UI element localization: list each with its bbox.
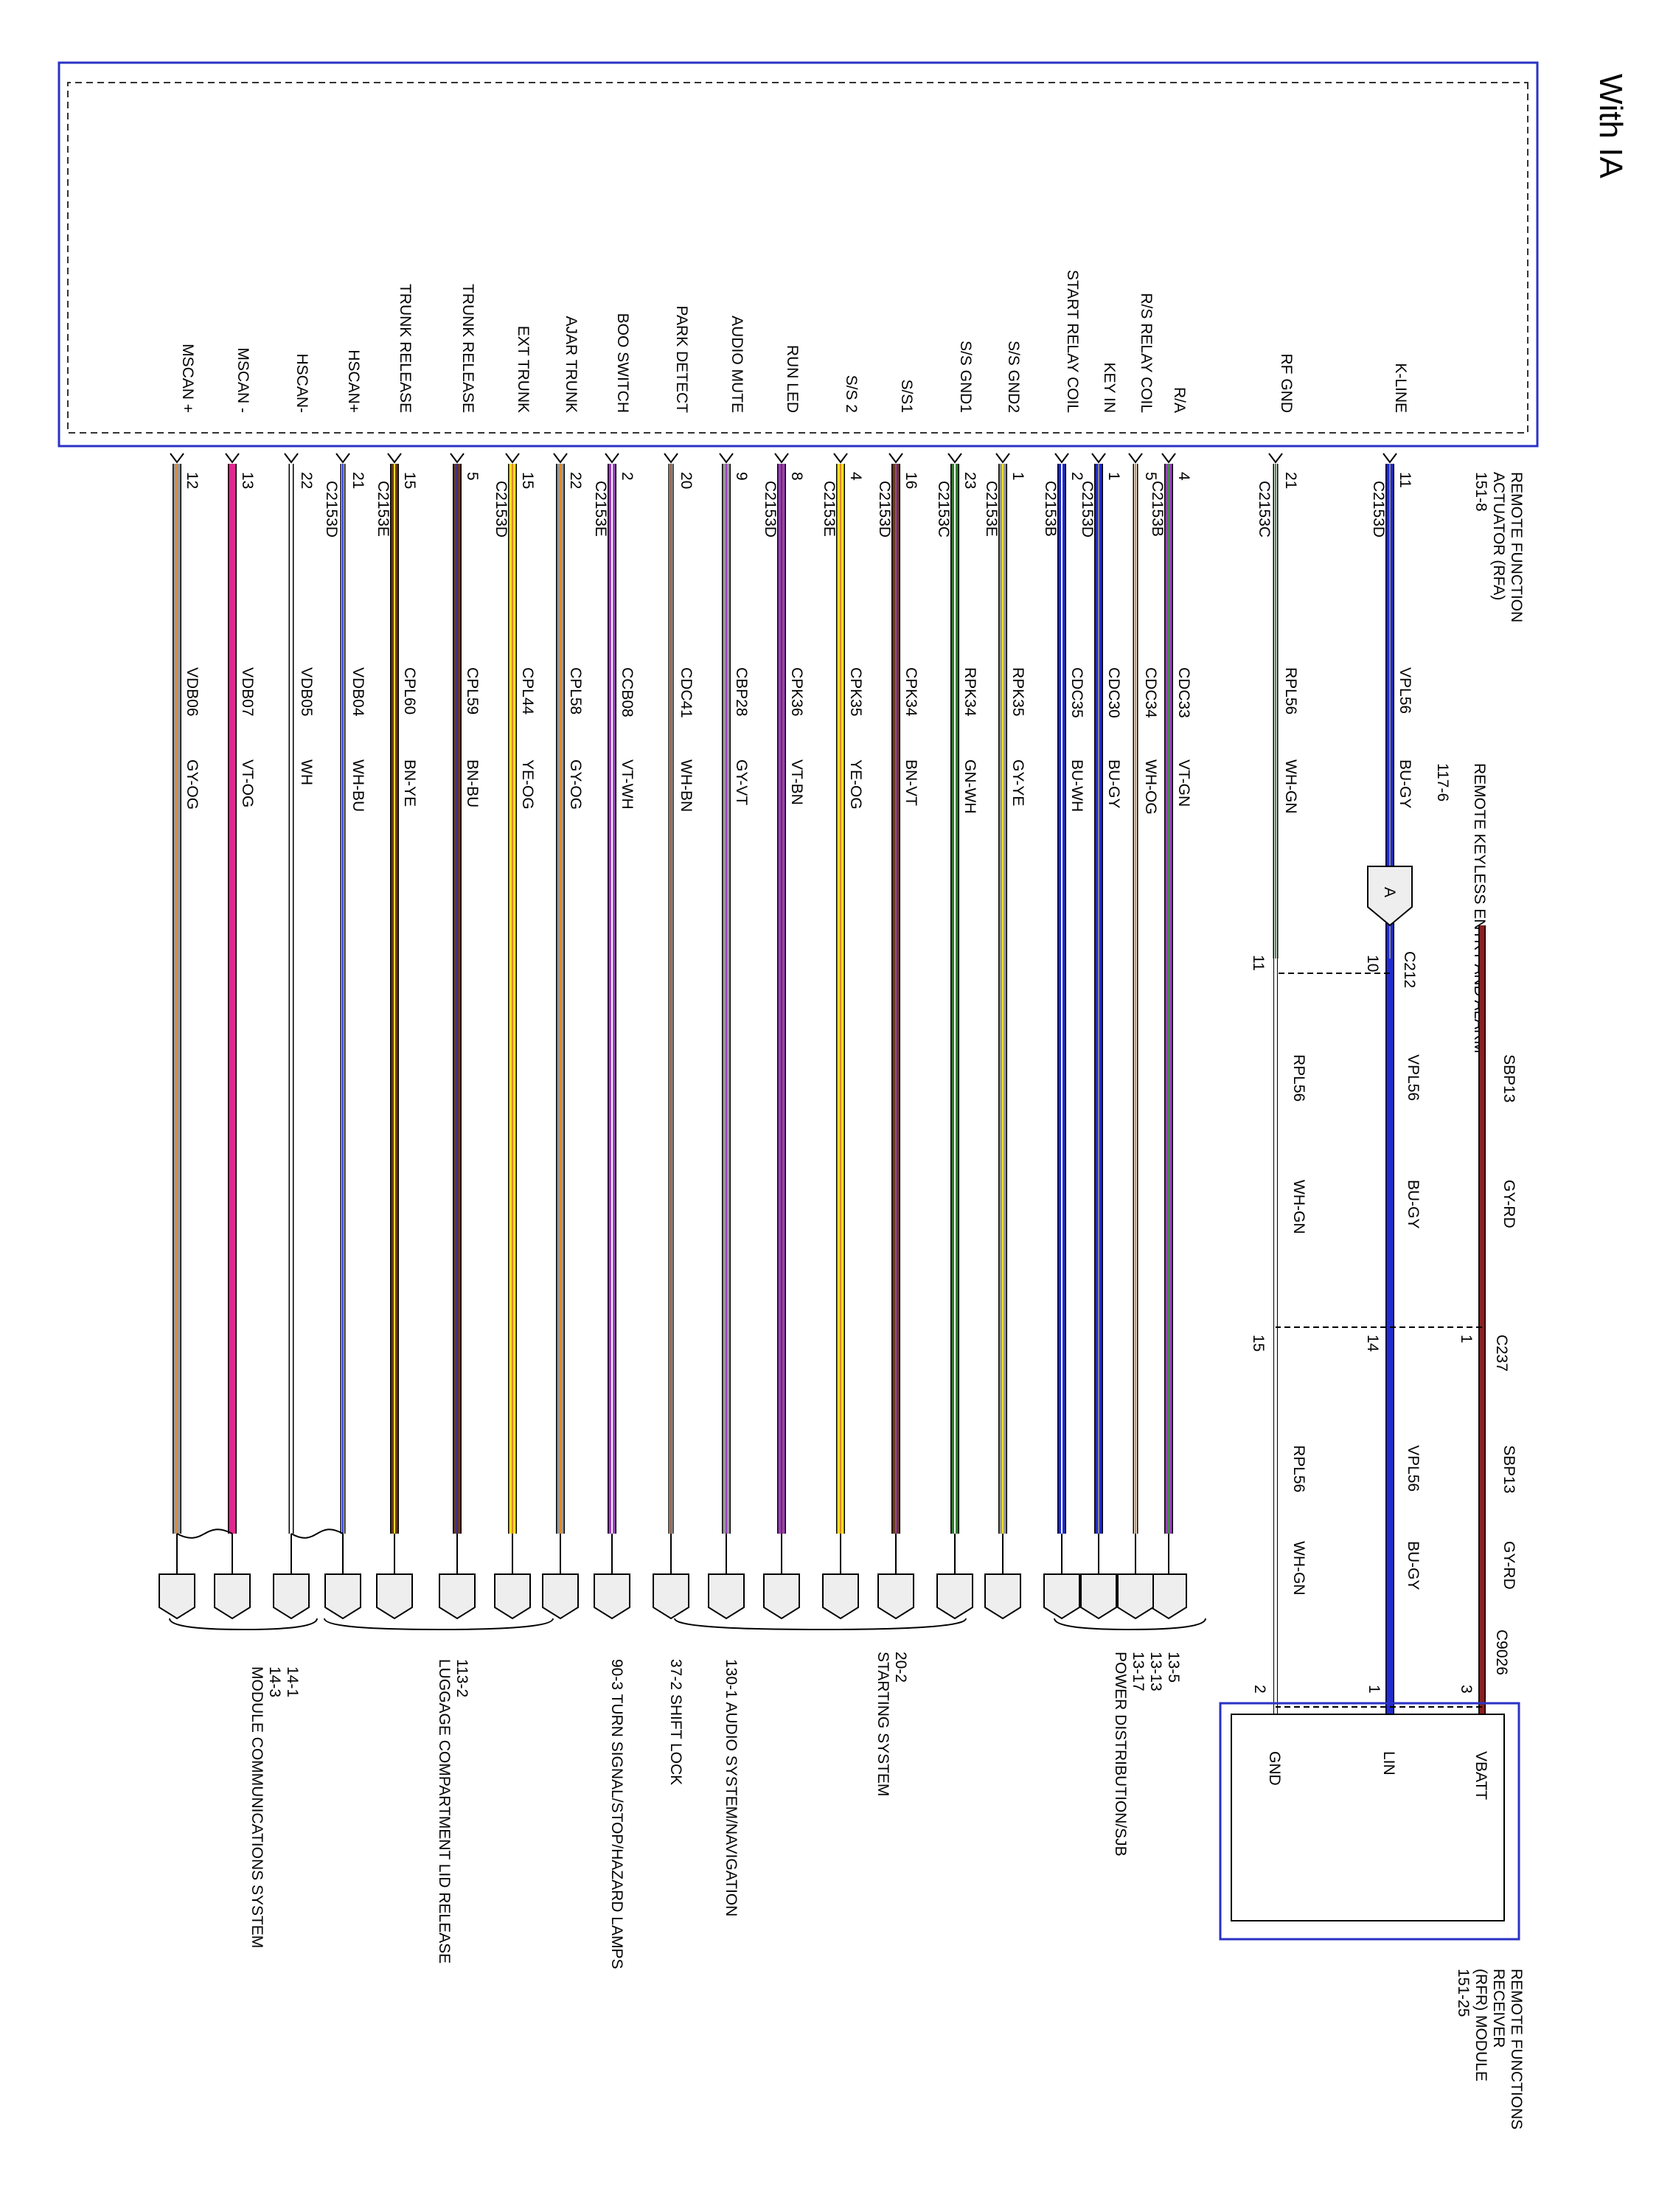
destination-label: 37-2 SHIFT LOCK <box>667 1659 684 1786</box>
connector-arrow <box>1055 453 1068 462</box>
wire-color-code: YE-OG <box>847 759 864 810</box>
connector-arrow <box>720 453 733 462</box>
wire-color-code: VT-OG <box>239 759 256 808</box>
wire <box>375 453 418 1618</box>
wire <box>159 453 201 1618</box>
wire <box>762 453 805 1618</box>
sbp-circuit-2: SBP13 <box>1500 1445 1517 1494</box>
wire-connector: C2153E <box>821 481 838 537</box>
terminal-plug <box>709 1574 744 1618</box>
vpl-circuit: VPL56 <box>1405 1054 1422 1102</box>
wire-pin-number: 21 <box>349 472 366 490</box>
connector-arrow <box>605 453 619 462</box>
rfa-pin-label: TRUNK RELEASE <box>459 283 476 413</box>
terminal-plug <box>1151 1574 1186 1618</box>
terminal-plug <box>159 1574 195 1618</box>
wire-connector: C2153E <box>592 481 609 537</box>
destination-brace <box>675 1618 966 1630</box>
wire <box>1256 453 1299 959</box>
wire-color-code: GY-OG <box>184 759 201 810</box>
connector-arrow <box>506 453 519 462</box>
rfa-pin-label: KEY IN <box>1101 362 1118 413</box>
wire-circuit: CPL59 <box>464 667 481 715</box>
wire-pin-number: 4 <box>1175 472 1192 481</box>
wire-pin-number: 9 <box>733 472 750 481</box>
rfa-pin-label: HSCAN- <box>293 353 310 413</box>
rfa-pin-label: RUN LED <box>784 344 801 413</box>
c237-pin: 14 <box>1364 1335 1381 1352</box>
wire <box>215 453 256 1618</box>
vpl-color-code-2: BU-GY <box>1405 1541 1422 1590</box>
rke-ref: 117-6 <box>1434 763 1451 802</box>
wire-circuit: CPL44 <box>519 667 536 715</box>
rfr-connector-pin: 1 <box>1366 1685 1382 1694</box>
rfa-pin-label: S/S GND1 <box>957 340 974 413</box>
rfa-module-name: REMOTE FUNCTIONACTUATOR (RFA)151-8 <box>1472 472 1525 623</box>
twisted-pair-marker <box>291 1529 343 1538</box>
rfr-pin-label: LIN <box>1380 1751 1397 1775</box>
wire <box>1118 453 1159 1618</box>
wire <box>493 453 536 1618</box>
rfa-pin-label: MSCAN - <box>234 347 251 413</box>
destination-list <box>170 1618 1206 1969</box>
wire-circuit: RPK34 <box>961 667 978 717</box>
wire-connector: C2153D <box>762 481 779 538</box>
wire-circuit: CCB08 <box>619 667 636 717</box>
connector-arrow <box>664 453 678 462</box>
wire <box>592 453 636 1618</box>
connector-arrow <box>996 453 1009 462</box>
destination-label: 13-513-1313-17POWER DISTRIBUTION/SJB <box>1112 1652 1182 1857</box>
rfr-pin-label: GND <box>1266 1751 1283 1786</box>
connector-arrow <box>775 453 788 462</box>
rfr-pin-label: VBATT <box>1472 1751 1489 1801</box>
wire-circuit: CDC34 <box>1142 667 1159 718</box>
wire-color-code: BN-VT <box>902 759 919 806</box>
wire-connector: C2153E <box>983 481 1000 537</box>
terminal-plug <box>325 1574 361 1618</box>
wire-circuit: CPL58 <box>567 667 584 715</box>
terminal-plug <box>377 1574 412 1618</box>
rfa-pin-label: S/S GND2 <box>1005 340 1022 413</box>
wire-connector: C2153D <box>493 481 509 538</box>
rfa-pin-label: EXT TRUNK <box>515 325 532 413</box>
vpl-circuit-2: VPL56 <box>1405 1445 1422 1492</box>
rfr-connector-pin: 2 <box>1251 1685 1268 1694</box>
rfa-pin-label: MSCAN + <box>179 344 196 413</box>
connector-arrow <box>170 453 184 462</box>
wire-color-code: VT-GN <box>1175 759 1192 807</box>
wire-circuit: VDB06 <box>184 667 201 717</box>
c212-pin: 11 <box>1250 955 1267 971</box>
wire <box>1079 453 1122 1618</box>
wire-connector: C2153B <box>1149 481 1166 537</box>
wire-connector: C2153E <box>375 481 392 537</box>
rfa-pin-label: TRUNK RELEASE <box>397 283 414 413</box>
wire-color-code: GY-OG <box>567 759 584 810</box>
wire-color-code: WH-BU <box>349 759 366 813</box>
terminal-plug <box>937 1574 973 1618</box>
wire-pin-number: 11 <box>1397 472 1413 488</box>
connector-arrow <box>554 453 567 462</box>
wire-circuit: VDB07 <box>239 667 256 717</box>
connector-arrow <box>451 453 464 462</box>
wire-circuit: CDC35 <box>1068 667 1085 718</box>
wire-pin-number: 1 <box>1009 472 1026 481</box>
wire-pin-number: 21 <box>1282 472 1299 490</box>
rke-section <box>1250 763 1517 1714</box>
terminal-plug <box>985 1574 1020 1618</box>
wire-pin-number: 5 <box>1142 472 1159 481</box>
wire-color-code: GY-VT <box>733 759 750 806</box>
wire-pin-number: 2 <box>619 472 636 481</box>
connector-arrow <box>834 453 847 462</box>
wire-connector: C2153B <box>1042 481 1059 537</box>
wire-pin-number: 4 <box>847 472 864 481</box>
wire-pin-number: 5 <box>464 472 481 481</box>
wire-pin-number: 20 <box>678 472 695 490</box>
connector-arrow <box>948 453 961 462</box>
wire-circuit: CPK35 <box>847 667 864 717</box>
wire-circuit: VPL56 <box>1397 667 1413 714</box>
wire-circuit: VDB05 <box>298 667 315 717</box>
wire-pin-number: 22 <box>567 472 584 490</box>
wire-connector: C2153D <box>323 481 340 538</box>
wire-color-code: WH-BN <box>678 759 695 813</box>
c237-pin: 1 <box>1458 1335 1475 1343</box>
wire <box>1042 453 1085 1618</box>
rke-label: REMOTE KEYLESS ENTRY AND ALARM <box>1471 763 1488 1054</box>
terminal-plug <box>495 1574 530 1618</box>
sbp-color-code: GY-RD <box>1500 1180 1517 1228</box>
rfr-pin-labels <box>1266 1751 1489 1800</box>
destination-label: 20-2STARTING SYSTEM <box>874 1652 909 1797</box>
rfa-pin-label: PARK DETECT <box>673 305 690 413</box>
wire <box>709 453 750 1618</box>
terminal-plug <box>274 1574 309 1618</box>
wire-color-code: YE-OG <box>519 759 536 810</box>
terminal-plug <box>215 1574 250 1618</box>
wire-pin-number: 16 <box>902 472 919 490</box>
wire-color-code: GY-YE <box>1009 759 1026 807</box>
terminal-plug <box>1081 1574 1116 1618</box>
wire-color-code: WH-OG <box>1142 759 1159 815</box>
sbp-circuit: SBP13 <box>1500 1054 1517 1103</box>
wire-color-code: WH-GN <box>1282 759 1299 814</box>
wire-connector: C2153D <box>1370 481 1387 538</box>
wire <box>1149 453 1192 1618</box>
wire-pin-number: 13 <box>239 472 256 490</box>
c212-label: C212 <box>1401 951 1418 989</box>
destination-label: 90-3 TURN SIGNAL/STOP/HAZARD LAMPS <box>608 1659 625 1969</box>
connector-arrow <box>336 453 349 462</box>
wire <box>439 453 481 1618</box>
wire-connector: C2153D <box>1079 481 1096 538</box>
terminal-plug <box>1044 1574 1079 1618</box>
rpl-color-code-2: WH-GN <box>1290 1541 1307 1596</box>
wire-circuit: CPL60 <box>401 667 418 715</box>
c212-pin: 10 <box>1364 955 1381 973</box>
c9026-label: C9026 <box>1493 1630 1510 1675</box>
wire-circuit: RPL56 <box>1282 667 1299 715</box>
connector-arrow <box>1162 453 1175 462</box>
wire-circuit: CPK36 <box>788 667 805 717</box>
rfr-module-inner <box>1231 1714 1504 1921</box>
connector-arrow <box>285 453 298 462</box>
terminal-plug <box>1118 1574 1153 1618</box>
wire <box>821 453 864 1618</box>
destination-label: 113-2LUGGAGE COMPARTMENT LID RELEASE <box>436 1659 470 1964</box>
wire-pin-number: 15 <box>401 472 418 490</box>
wire <box>983 453 1026 1618</box>
wire-color-code: WH <box>298 759 315 785</box>
terminal-plug <box>594 1574 630 1618</box>
twisted-pair-marker <box>177 1529 232 1538</box>
terminal-plug <box>764 1574 799 1618</box>
offpage-connector-label: A <box>1381 886 1398 898</box>
rfa-pin-label: AJAR TRUNK <box>563 316 580 413</box>
wire-color-code: GN-WH <box>961 759 978 814</box>
rfa-pin-label: AUDIO MUTE <box>728 316 745 413</box>
wire-color-code: BU-GY <box>1397 759 1413 809</box>
vpl-color-code: BU-GY <box>1405 1180 1422 1229</box>
wire-circuit: CDC30 <box>1105 667 1122 718</box>
terminal-plug <box>878 1574 914 1618</box>
rfa-pin-label: S/S 2 <box>843 375 860 413</box>
wire-pin-number: 12 <box>184 472 201 490</box>
wire <box>543 453 584 1618</box>
connector-arrow <box>1383 453 1397 462</box>
rfa-pin-label: R/S RELAY COIL <box>1138 293 1155 413</box>
connector-arrow <box>226 453 239 462</box>
rpl-circuit-2: RPL56 <box>1290 1445 1307 1493</box>
wire-harness <box>159 453 1413 1618</box>
wire-circuit: CDC33 <box>1175 667 1192 718</box>
rfa-pin-label: S/S1 <box>898 379 915 413</box>
wire-color-code: BU-WH <box>1068 759 1085 813</box>
wire <box>935 453 978 1618</box>
wire-circuit: CPK34 <box>902 667 919 717</box>
wire <box>653 453 695 1618</box>
wire-circuit: CBP28 <box>733 667 750 717</box>
wire <box>323 453 366 1618</box>
c237-pin: 15 <box>1250 1335 1267 1352</box>
destination-brace <box>1054 1618 1206 1630</box>
sbp-color-code-2: GY-RD <box>1500 1541 1517 1590</box>
wire-circuit: RPK35 <box>1009 667 1026 717</box>
diagram-title: With IA <box>1593 74 1629 178</box>
wire <box>274 453 315 1618</box>
terminal-plug <box>543 1574 578 1618</box>
rfa-pin-label: K-LINE <box>1392 363 1409 413</box>
destination-label: 14-114-3MODULE COMMUNICATIONS SYSTEM <box>248 1666 301 1949</box>
rfa-pin-label: R/A <box>1171 386 1188 413</box>
wire-color-code: VT-WH <box>619 759 636 810</box>
wire-pin-number: 2 <box>1068 472 1085 481</box>
wire <box>876 453 919 1618</box>
wire-circuit: CDC41 <box>678 667 695 718</box>
rfa-pin-labels <box>179 270 1409 413</box>
wire-connector: C2153C <box>935 481 952 538</box>
connector-arrow <box>1092 453 1105 462</box>
rpl-circuit: RPL56 <box>1290 1054 1307 1102</box>
connector-arrow <box>388 453 401 462</box>
rfa-pin-label: START RELAY COIL <box>1064 269 1081 413</box>
terminal-plug <box>653 1574 689 1618</box>
wire-color-code: BN-YE <box>401 759 418 807</box>
rfa-pin-label: RF GND <box>1278 353 1295 413</box>
wire-pin-number: 1 <box>1105 472 1122 481</box>
connector-arrow <box>889 453 902 462</box>
wire-pin-number: 23 <box>961 472 978 490</box>
wire-pin-number: 22 <box>298 472 315 490</box>
wire-color-code: BU-GY <box>1105 759 1122 809</box>
wire-color-code: BN-BU <box>464 759 481 808</box>
wire-color-code: VT-BN <box>788 759 805 805</box>
rfa-pin-label: BOO SWITCH <box>614 313 631 413</box>
destination-label: 130-1 AUDIO SYSTEM/NAVIGATION <box>723 1659 740 1917</box>
rpl-color-code: WH-GN <box>1290 1180 1307 1234</box>
wire-connector: C2153C <box>1256 481 1273 538</box>
destination-brace <box>170 1618 317 1630</box>
terminal-plug <box>823 1574 858 1618</box>
terminal-plug <box>439 1574 475 1618</box>
wire-circuit: VDB04 <box>349 667 366 717</box>
rfr-module-outline <box>1220 1703 1519 1939</box>
rfr-connector-pin: 3 <box>1458 1685 1475 1694</box>
rfr-module-name: REMOTE FUNCTIONSRECEIVER(RFR) MODULE151-25 <box>1455 1969 1525 2130</box>
connector-arrow <box>1129 453 1142 462</box>
wire-pin-number: 8 <box>788 472 805 481</box>
connector-arrow <box>1269 453 1282 462</box>
rfa-pin-label: HSCAN+ <box>345 349 362 413</box>
destination-brace <box>324 1618 553 1630</box>
wire-pin-number: 15 <box>519 472 536 490</box>
wire-connector: C2153D <box>876 481 893 538</box>
c237-label: C237 <box>1493 1335 1510 1372</box>
